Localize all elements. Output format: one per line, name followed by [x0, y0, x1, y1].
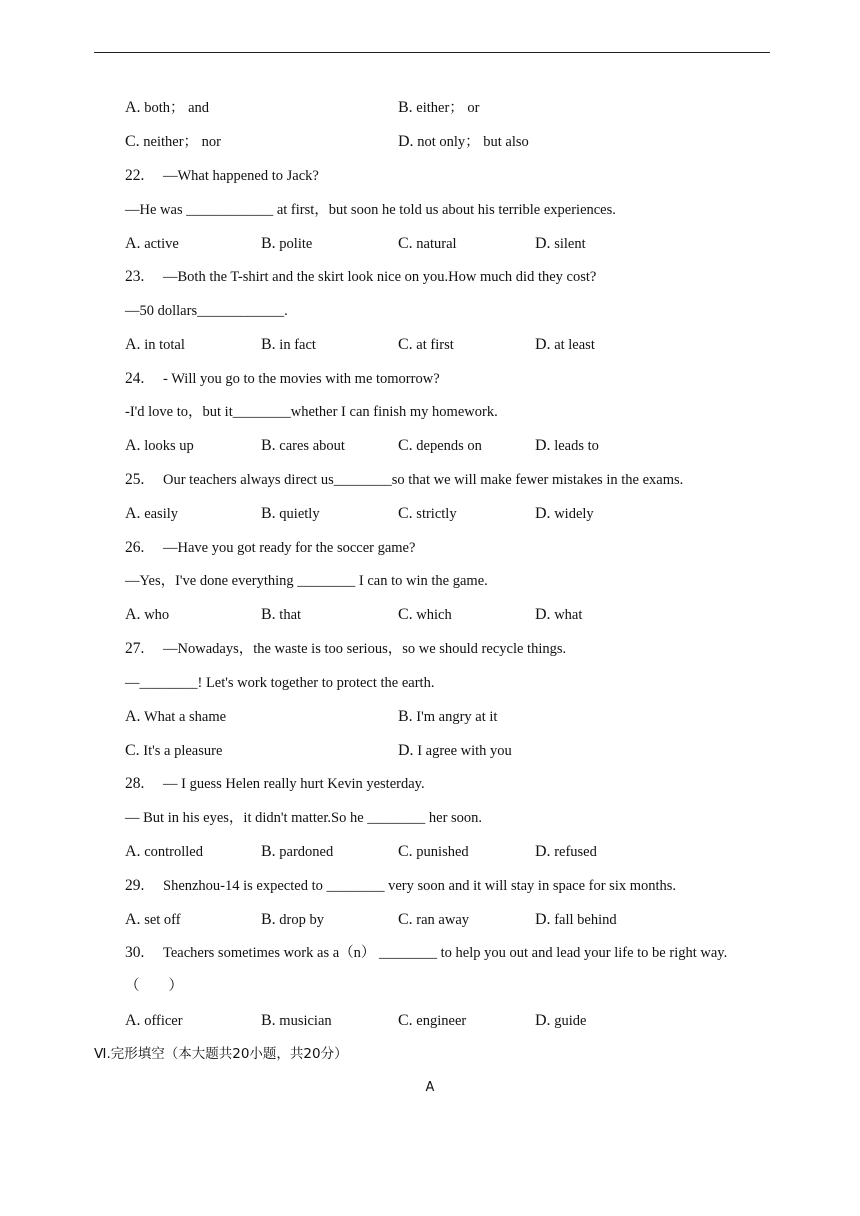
- q21-option-a[interactable]: A. both； and: [125, 99, 210, 116]
- q23-option-c[interactable]: C. at first: [398, 336, 454, 353]
- q27-option-b[interactable]: B. I'm angry at it: [398, 708, 498, 725]
- q30-option-a[interactable]: A. officer: [125, 1012, 183, 1029]
- q27-answer-line: —________! Let's work together to protect the earth.: [125, 675, 435, 691]
- q27-option-c[interactable]: C. It's a pleasure: [125, 742, 223, 759]
- q30-stem: 30. Teachers sometimes work as a（n） ________ to help you out and lead your life to be right way.: [125, 944, 728, 961]
- q26-option-d[interactable]: D. what: [535, 606, 583, 623]
- q29-option-d[interactable]: D. fall behind: [535, 911, 617, 928]
- header-rule: [94, 52, 770, 53]
- q25-option-d[interactable]: D. widely: [535, 505, 594, 522]
- q29-option-c[interactable]: C. ran away: [398, 911, 470, 928]
- q25-stem: 25. Our teachers always direct us________so that we will make fewer mistakes in the exams.: [125, 471, 684, 488]
- q22-option-d[interactable]: D. silent: [535, 235, 586, 252]
- passage-label: A: [425, 1080, 435, 1095]
- q23-option-d[interactable]: D. at least: [535, 336, 595, 353]
- q25-option-c[interactable]: C. strictly: [398, 505, 457, 522]
- q30-option-d[interactable]: D. guide: [535, 1012, 587, 1029]
- q23-answer-line: —50 dollars____________.: [125, 303, 288, 319]
- q22-option-c[interactable]: C. natural: [398, 235, 457, 252]
- q23-stem: 23. —Both the T-shirt and the skirt look nice on you.How much did they cost?: [125, 268, 597, 285]
- q24-answer-line: -I'd love to，but it________whether I can finish my homework.: [125, 404, 498, 420]
- q29-stem: 29. Shenzhou-14 is expected to ________ very soon and it will stay in space for six months.: [125, 877, 677, 894]
- q22-option-a[interactable]: A. active: [125, 235, 179, 252]
- q30-answer-bracket: （ ）: [125, 978, 183, 994]
- q25-option-a[interactable]: A. easily: [125, 505, 179, 522]
- q28-option-b[interactable]: B. pardoned: [261, 843, 334, 860]
- q28-answer-line: — But in his eyes，it didn't matter.So he ________ her soon.: [125, 810, 483, 826]
- q29-option-a[interactable]: A. set off: [125, 911, 181, 928]
- q24-option-a[interactable]: A. looks up: [125, 437, 194, 454]
- q29-option-b[interactable]: B. drop by: [261, 911, 325, 928]
- q24-stem: 24. - Will you go to the movies with me tomorrow?: [125, 370, 440, 387]
- q24-option-c[interactable]: C. depends on: [398, 437, 482, 454]
- q26-option-b[interactable]: B. that: [261, 606, 302, 623]
- q28-stem: 28. — I guess Helen really hurt Kevin yesterday.: [125, 775, 425, 792]
- q26-option-c[interactable]: C. which: [398, 606, 452, 623]
- q30-option-b[interactable]: B. musician: [261, 1012, 332, 1029]
- q30-option-c[interactable]: C. engineer: [398, 1012, 467, 1029]
- q22-stem: 22. —What happened to Jack?: [125, 167, 319, 184]
- q24-option-b[interactable]: B. cares about: [261, 437, 345, 454]
- q28-option-a[interactable]: A. controlled: [125, 843, 203, 860]
- q21-option-c[interactable]: C. neither； nor: [125, 133, 222, 150]
- q23-option-a[interactable]: A. in total: [125, 336, 185, 353]
- q26-option-a[interactable]: A. who: [125, 606, 170, 623]
- q26-answer-line: —Yes，I've done everything ________ I can to win the game.: [125, 573, 488, 589]
- section-heading: Ⅵ.完形填空（本大题共20小题，共20分）: [94, 1046, 348, 1062]
- q26-stem: 26. —Have you got ready for the soccer game?: [125, 539, 416, 556]
- q24-option-d[interactable]: D. leads to: [535, 437, 599, 454]
- q22-answer-line: —He was ____________ at first，but soon he told us about his terrible experiences.: [125, 202, 616, 218]
- q21-option-b[interactable]: B. either； or: [398, 99, 480, 116]
- q23-option-b[interactable]: B. in fact: [261, 336, 316, 353]
- q28-option-c[interactable]: C. punished: [398, 843, 469, 860]
- q27-option-a[interactable]: A. What a shame: [125, 708, 227, 725]
- q22-option-b[interactable]: B. polite: [261, 235, 313, 252]
- q21-option-d[interactable]: D. not only； but also: [398, 133, 529, 150]
- q27-option-d[interactable]: D. I agree with you: [398, 742, 512, 759]
- q25-option-b[interactable]: B. quietly: [261, 505, 320, 522]
- q27-stem: 27. —Nowadays，the waste is too serious，so we should recycle things.: [125, 640, 567, 657]
- q28-option-d[interactable]: D. refused: [535, 843, 597, 860]
